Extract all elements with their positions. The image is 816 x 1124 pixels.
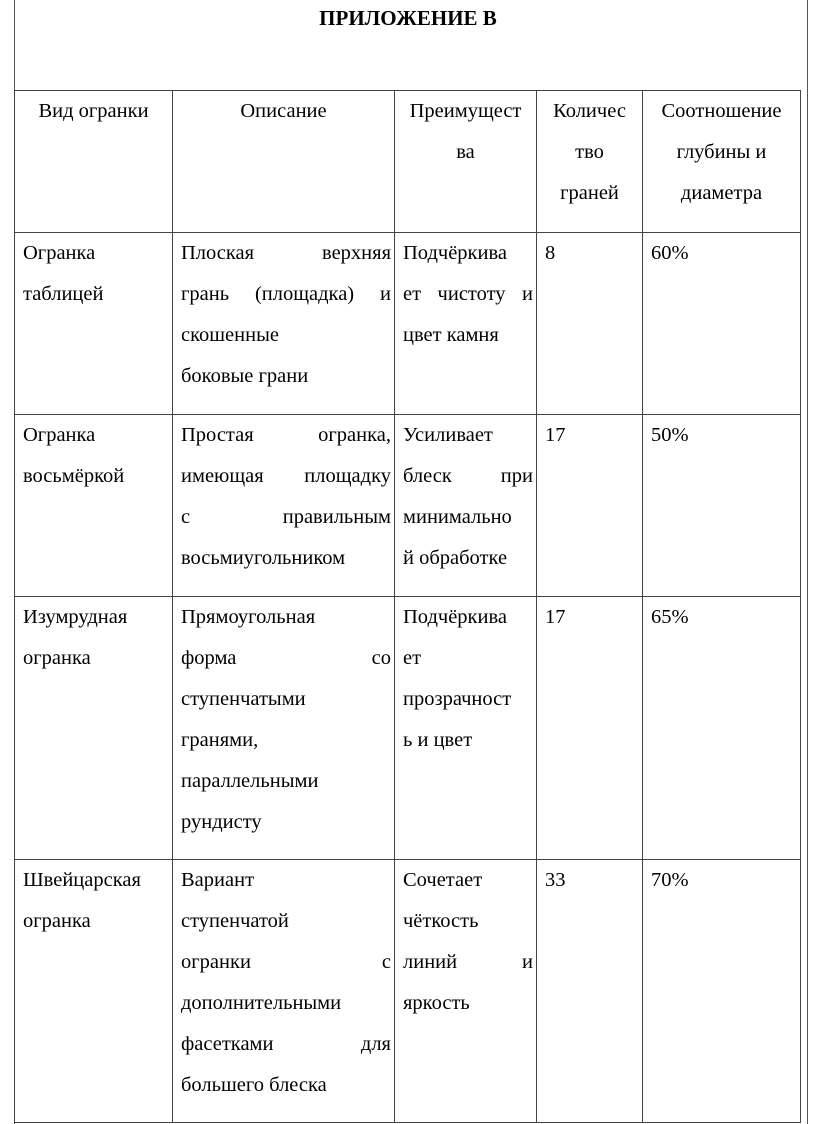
cell-facets-count: 17 xyxy=(537,415,643,597)
cell-advantages: Усиливает блеск при минимально й обработке xyxy=(395,415,537,597)
cell-cut-type: Огранка восьмёркой xyxy=(15,415,173,597)
cell-cut-type: Огранка таблицей xyxy=(15,233,173,415)
cuts-table xyxy=(14,90,801,1123)
cell-depth-ratio: 65% xyxy=(643,597,801,860)
cell-cut-type: Швейцарская огранка xyxy=(15,860,173,1123)
table-header-row xyxy=(15,91,801,233)
cell-description: Вариант ступенчатой огранки с дополнительными фасетками для большего блеска xyxy=(173,860,395,1123)
cell-description: Прямоугольная форма со ступенчатыми гранями, параллельными рундисту xyxy=(173,597,395,860)
cell-description: Плоская верхняя грань (площадка) и скошенные боковые грани xyxy=(173,233,395,415)
cell-advantages: Подчёркива ет прозрачност ь и цвет xyxy=(395,597,537,860)
header-cut-type: Вид огранки xyxy=(15,91,173,233)
cell-depth-ratio: 50% xyxy=(643,415,801,597)
table-row xyxy=(15,233,801,415)
page-title: ПРИЛОЖЕНИЕ В xyxy=(319,6,497,30)
cell-depth-ratio: 70% xyxy=(643,860,801,1123)
table-row xyxy=(15,860,801,1123)
cell-description: Простая огранка, имеющая площадку с правильным восьмиугольником xyxy=(173,415,395,597)
cell-facets-count: 17 xyxy=(537,597,643,860)
table-row xyxy=(15,415,801,597)
cell-advantages: Подчёркива ет чистоту и цвет камня xyxy=(395,233,537,415)
table-row xyxy=(15,597,801,860)
header-facets-count: Количес тво граней xyxy=(537,91,643,233)
header-advantages: Преимущест ва xyxy=(395,91,537,233)
cell-cut-type: Изумрудная огранка xyxy=(15,597,173,860)
header-description: Описание xyxy=(173,91,395,233)
cell-depth-ratio: 60% xyxy=(643,233,801,415)
cell-facets-count: 33 xyxy=(537,860,643,1123)
cell-advantages: Сочетает чёткость линий и яркость xyxy=(395,860,537,1123)
header-depth-ratio: Соотношение глубины и диаметра xyxy=(643,91,801,233)
cell-facets-count: 8 xyxy=(537,233,643,415)
